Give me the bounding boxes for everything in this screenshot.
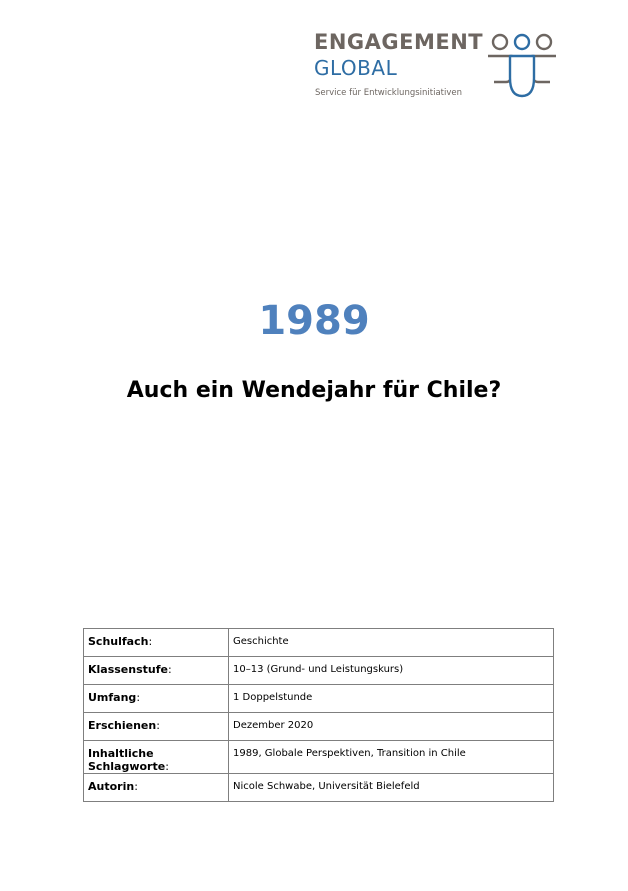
logo-wordmark-line2: GLOBAL	[314, 56, 398, 80]
row-value: 10–13 (Grund- und Leistungskurs)	[229, 657, 554, 685]
page-title-year: 1989	[258, 298, 370, 344]
row-label: Schulfach:	[84, 629, 229, 657]
people-figures-icon	[486, 32, 558, 100]
row-label: Autorin:	[84, 774, 229, 802]
logo-wordmark-line1: ENGAGEMENT	[314, 30, 484, 54]
table-row	[84, 629, 554, 657]
row-label: Umfang:	[84, 685, 229, 713]
table-row	[84, 741, 554, 774]
table-row	[84, 657, 554, 685]
row-value: Geschichte	[229, 629, 554, 657]
page-subtitle: Auch ein Wendejahr für Chile?	[126, 378, 502, 403]
row-label: Inhaltliche Schlagworte:	[84, 741, 229, 774]
table-row	[84, 685, 554, 713]
row-label: Erschienen:	[84, 713, 229, 741]
table-row	[84, 713, 554, 741]
row-value: 1989, Globale Perspektiven, Transition in Chile	[229, 741, 554, 774]
document-info-table	[83, 628, 554, 802]
row-value: 1 Doppelstunde	[229, 685, 554, 713]
row-value: Dezember 2020	[229, 713, 554, 741]
row-label: Klassenstufe:	[84, 657, 229, 685]
logo-tagline: Service für Entwicklungsinitiativen	[315, 88, 463, 98]
table-row	[84, 774, 554, 802]
row-value: Nicole Schwabe, Universität Bielefeld	[229, 774, 554, 802]
engagement-global-logo	[314, 28, 564, 108]
